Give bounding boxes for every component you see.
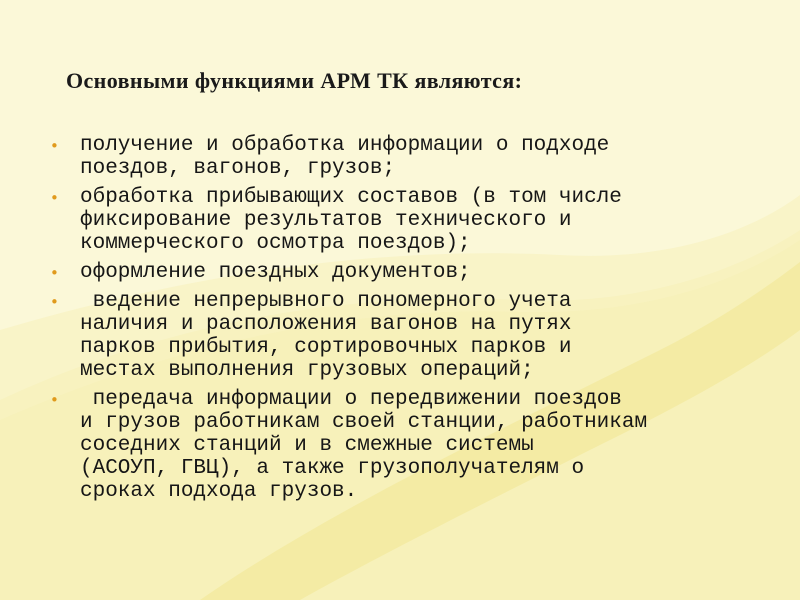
bullet-text: обработка прибывающих составов (в том числе фиксирование результатов технического и коммерческого осмотра поездов); xyxy=(80,186,622,255)
bullet-marker-icon: • xyxy=(50,264,59,282)
bullet-marker-icon: • xyxy=(50,189,59,207)
slide-title: Основными функциями АРМ ТК являются: xyxy=(66,68,523,93)
bullet-text: получение и обработка информации о подходе поездов, вагонов, грузов; xyxy=(80,134,610,180)
bullet-marker-icon: • xyxy=(50,137,59,155)
bullet-text: ведение непрерывного пономерного учета наличия и расположения вагонов на путях парков прибытия, сортировочных парков и местах выполнения грузовых операций; xyxy=(80,290,572,382)
bullet-list xyxy=(50,134,765,503)
bullet-text: передача информации о передвижении поездов и грузов работникам своей станции, работникам соседних станций и в смежные системы (АСОУП, ГВЦ), а также грузополучателям о сроках подхода грузов. xyxy=(80,388,648,503)
bullet-item xyxy=(50,290,765,382)
bullet-item xyxy=(50,261,765,284)
bullet-item xyxy=(50,388,765,503)
bullet-item xyxy=(50,186,765,255)
bullet-text: оформление поездных документов; xyxy=(80,261,471,284)
bullet-marker-icon: • xyxy=(50,391,59,409)
bullet-marker-icon: • xyxy=(50,293,59,311)
bullet-item xyxy=(50,134,765,180)
